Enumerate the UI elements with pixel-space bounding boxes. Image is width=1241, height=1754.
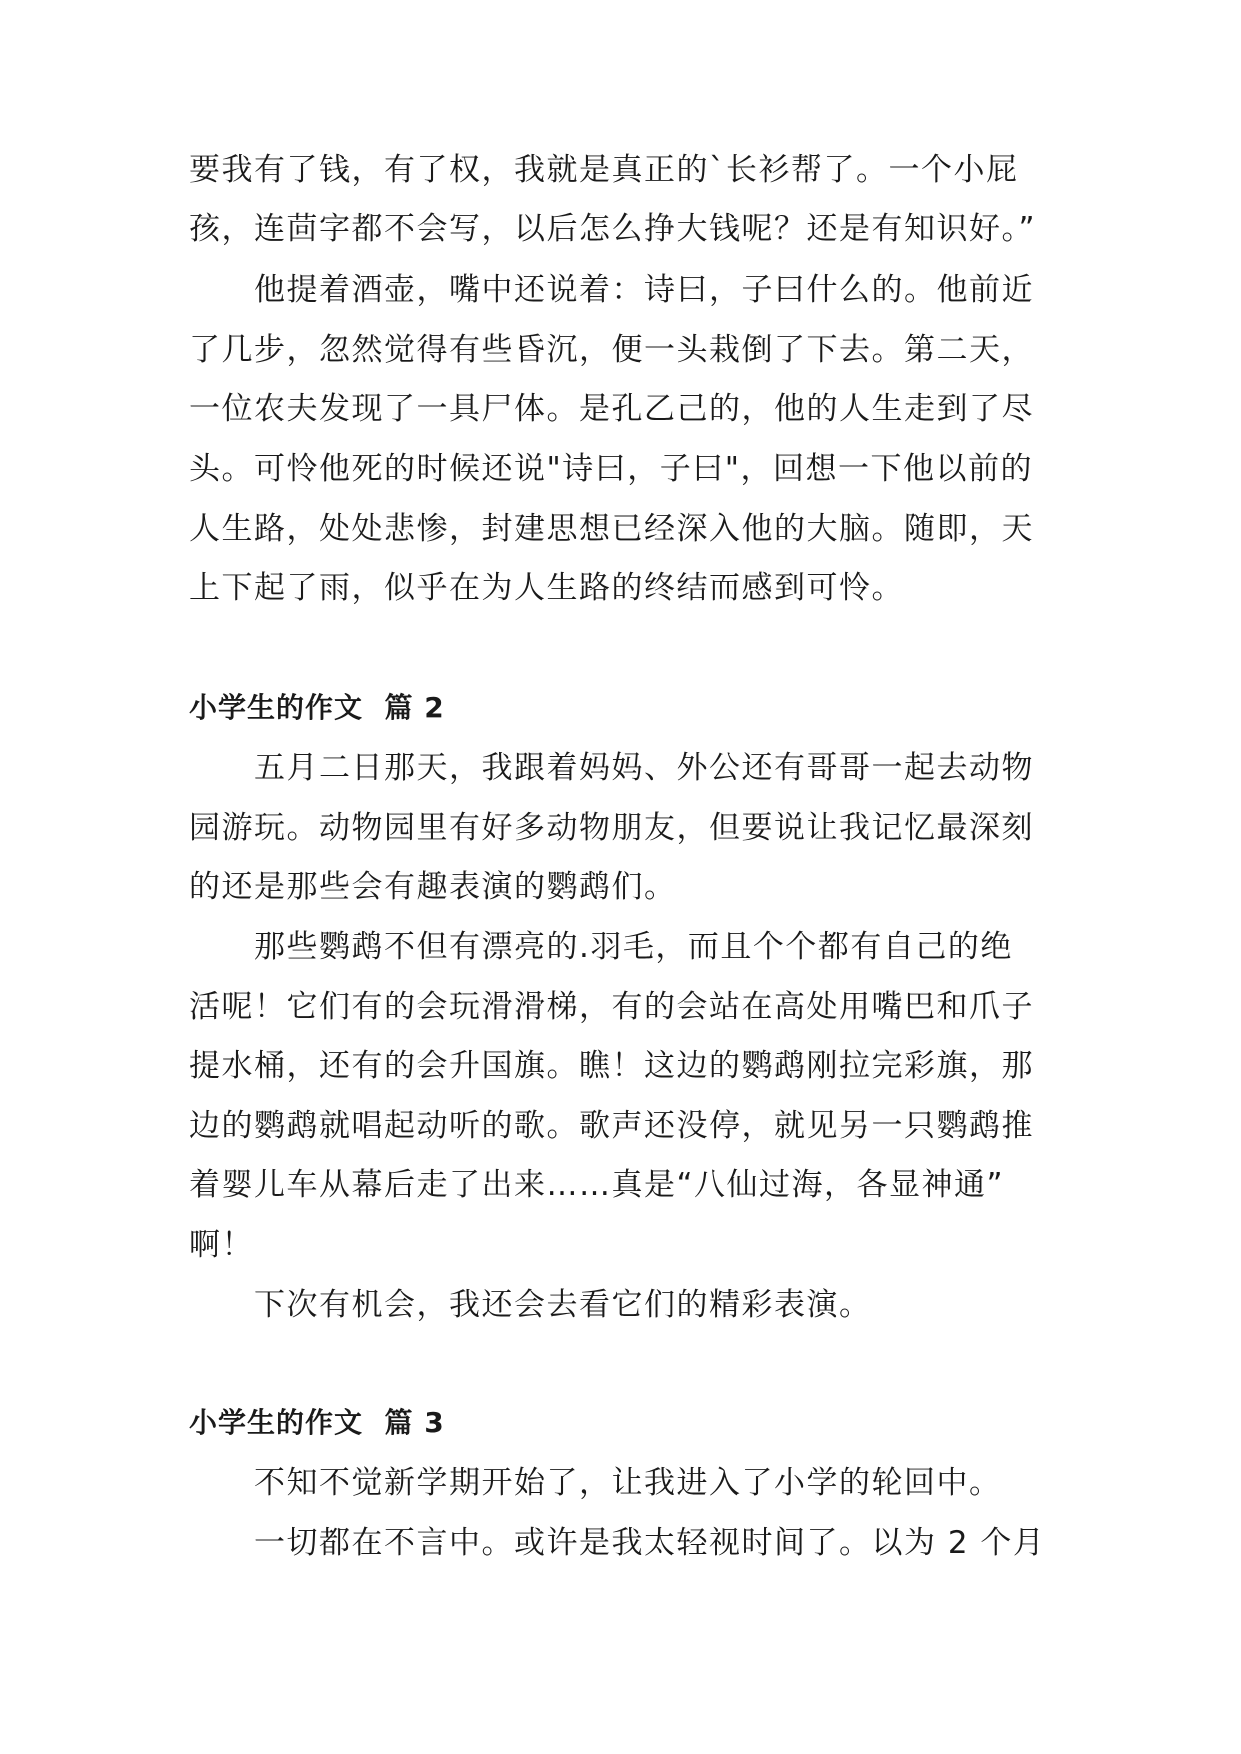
- text-line: 不知不觉新学期开始了，让我进入了小学的轮回中。: [254, 1465, 1002, 1501]
- text-line: 啊！: [189, 1227, 254, 1263]
- text-line: 了几步，忽然觉得有些昏沉，便一头栽倒了下去。第二天，: [189, 332, 1034, 368]
- text-line: 下次有机会，我还会去看它们的精彩表演。: [254, 1287, 872, 1323]
- text-line: 要我有了钱，有了权，我就是真正的`长衫帮了。一个小屁: [189, 152, 1019, 188]
- text-line: 着婴儿车从幕后走了出来……真是“八仙过海，各显神通”: [189, 1167, 1005, 1203]
- text-line: 的还是那些会有趣表演的鹦鹉们。: [189, 869, 677, 905]
- text-line: 五月二日那天，我跟着妈妈、外公还有哥哥一起去动物: [254, 750, 1034, 786]
- text-line: 上下起了雨，似乎在为人生路的终结而感到可怜。: [189, 570, 904, 606]
- text-line: 孩，连茴字都不会写，以后怎么挣大钱呢？还是有知识好。”: [189, 211, 1037, 247]
- text-line: 那些鹦鹉不但有漂亮的.羽毛，而且个个都有自己的绝: [254, 929, 1013, 965]
- text-line: 提水桶，还有的会升国旗。瞧！这边的鹦鹉刚拉完彩旗，那: [189, 1048, 1034, 1084]
- text-line: 头。可怜他死的时候还说"诗曰，子曰"，回想一下他以前的: [189, 451, 1034, 487]
- text-line: 他提着酒壶，嘴中还说着：诗曰，子曰什么的。他前近: [254, 272, 1034, 308]
- text-line: 一切都在不言中。或许是我太轻视时间了。以为 2 个月: [254, 1525, 1046, 1561]
- text-line: 边的鹦鹉就唱起动听的歌。歌声还没停，就见另一只鹦鹉推: [189, 1108, 1034, 1144]
- section-heading: 小学生的作文 篇 3: [189, 1406, 445, 1439]
- text-line: 人生路，处处悲惨，封建思想已经深入他的大脑。随即，天: [189, 511, 1034, 547]
- text-line: 一位农夫发现了一具尸体。是孔乙己的，他的人生走到了尽: [189, 391, 1034, 427]
- section-heading: 小学生的作文 篇 2: [189, 691, 445, 724]
- text-line: 活呢！它们有的会玩滑滑梯，有的会站在高处用嘴巴和爪子: [189, 989, 1034, 1025]
- text-line: 园游玩。动物园里有好多动物朋友，但要说让我记忆最深刻: [189, 810, 1034, 846]
